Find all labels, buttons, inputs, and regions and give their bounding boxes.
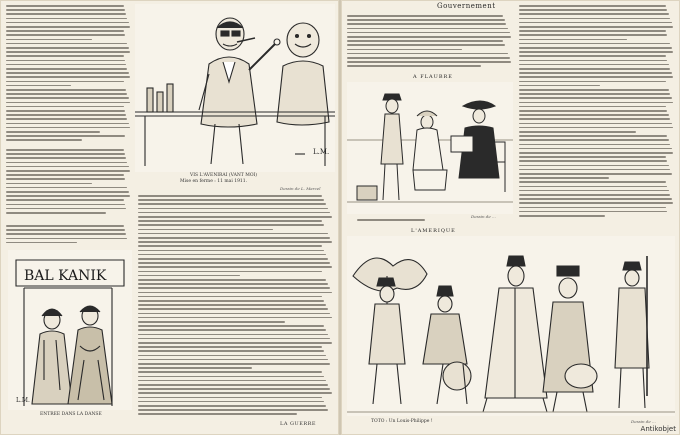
- text-line: [519, 18, 670, 20]
- text-line: [519, 97, 672, 99]
- text-line: [519, 160, 667, 162]
- text-line: [6, 242, 77, 244]
- left-lower-text-column: [6, 224, 131, 246]
- text-line: [138, 229, 273, 231]
- text-line: [138, 350, 324, 352]
- text-line: [138, 275, 240, 277]
- text-line: [6, 199, 124, 201]
- text-line: [519, 186, 667, 188]
- text-line: [138, 212, 330, 214]
- text-line: [519, 190, 669, 192]
- text-line: [519, 131, 636, 133]
- text-line: [6, 225, 124, 227]
- text-line: [138, 304, 326, 306]
- right-top-left-text-column: [347, 14, 513, 72]
- text-line: [519, 47, 672, 49]
- text-line: [6, 212, 106, 214]
- svg-text:L.M.: L.M.: [313, 148, 330, 156]
- text-line: [138, 237, 330, 239]
- top-cartoon-credit: Dessin de L. Marcel: [280, 186, 321, 191]
- text-line: [6, 68, 127, 70]
- text-line: [519, 76, 673, 78]
- text-line: [6, 114, 126, 116]
- text-line: [6, 30, 124, 32]
- sign-text: BAL KANIK: [24, 268, 107, 284]
- text-line: [519, 118, 670, 120]
- text-line: [138, 388, 330, 390]
- text-line: [519, 144, 670, 146]
- text-line: [138, 413, 297, 415]
- text-line: [347, 15, 503, 17]
- text-line: [519, 64, 669, 66]
- text-line: [138, 266, 332, 268]
- text-line: [347, 32, 510, 34]
- text-line: [138, 262, 330, 264]
- text-line: [138, 397, 322, 399]
- text-line: [138, 245, 322, 247]
- text-line: [138, 271, 322, 273]
- text-line: [519, 85, 600, 87]
- article-signature: LA GUERRE: [280, 421, 317, 427]
- text-line: [138, 283, 328, 285]
- bottom-cartoon-heading: L'AMERIQUE: [411, 228, 456, 234]
- left-right-text-column: [138, 194, 334, 419]
- left-middle-text-column: [6, 148, 131, 218]
- text-line: [138, 359, 328, 361]
- text-line: [519, 93, 670, 95]
- text-line: [519, 198, 672, 200]
- text-line: [6, 118, 127, 120]
- text-line: [138, 409, 328, 411]
- text-line: [6, 60, 125, 62]
- text-line: [6, 110, 125, 112]
- text-line: [519, 13, 669, 15]
- text-line: [6, 76, 130, 78]
- text-line: [138, 376, 324, 378]
- text-line: [6, 139, 82, 141]
- text-line: [347, 65, 481, 67]
- text-line: [519, 194, 670, 196]
- text-line: [6, 9, 125, 11]
- text-line: [6, 157, 126, 159]
- text-line: [6, 47, 129, 49]
- top-cartoon-subcaption: Mise en ferme : 11 mai 1911.: [180, 179, 248, 184]
- text-line: [6, 204, 125, 206]
- text-line: [138, 401, 324, 403]
- watermark: Antikobjet: [640, 425, 676, 433]
- text-line: [519, 39, 627, 41]
- text-line: [138, 233, 328, 235]
- text-line: [519, 51, 673, 53]
- top-cartoon-credit-right: Dessin de ...: [471, 214, 496, 219]
- text-line: [138, 371, 322, 373]
- text-line: [519, 215, 605, 217]
- text-line: [519, 139, 669, 141]
- text-line: [6, 43, 127, 45]
- text-line: [6, 166, 129, 168]
- cartoon-bal-kanik: [8, 250, 132, 410]
- text-line: [519, 34, 667, 36]
- text-line: [138, 392, 332, 394]
- text-line: [6, 153, 125, 155]
- text-line: [519, 22, 672, 24]
- text-line: [519, 177, 609, 179]
- text-line: [519, 89, 669, 91]
- page-heading: Gouvernement: [437, 2, 496, 10]
- text-line: [357, 219, 425, 221]
- cartoon-soldiers: [347, 236, 675, 416]
- text-line: [138, 208, 328, 210]
- text-line: [347, 44, 505, 46]
- text-line: [6, 13, 126, 15]
- text-line: [519, 181, 666, 183]
- text-line: [138, 224, 324, 226]
- text-line: [519, 5, 666, 7]
- text-line: [519, 110, 667, 112]
- text-line: [519, 207, 666, 209]
- text-line: [138, 258, 328, 260]
- text-line: [138, 296, 322, 298]
- text-line: [138, 384, 328, 386]
- text-line: [519, 43, 670, 45]
- text-line: [138, 250, 324, 252]
- text-line: [6, 183, 92, 185]
- text-line: [519, 106, 666, 108]
- text-line: [347, 57, 510, 59]
- text-line: [6, 131, 100, 133]
- text-line: [6, 93, 127, 95]
- text-line: [519, 127, 673, 129]
- text-line: [6, 89, 126, 91]
- cartoon-man-with-glass-drawing: [135, 4, 335, 172]
- text-line: [138, 203, 326, 205]
- text-line: [519, 211, 667, 213]
- text-line: [6, 149, 124, 151]
- bottom-cartoon-credit-right: Dessin de ...: [631, 419, 656, 424]
- text-line: [138, 363, 330, 365]
- text-line: [138, 195, 322, 197]
- text-line: [6, 233, 126, 235]
- text-line: [6, 187, 127, 189]
- text-line: [138, 355, 326, 357]
- text-line: [138, 405, 326, 407]
- text-line: [519, 68, 670, 70]
- text-line: [347, 19, 505, 21]
- text-line: [6, 178, 125, 180]
- text-line: [138, 287, 330, 289]
- text-line: [138, 254, 326, 256]
- text-line: [6, 102, 130, 104]
- text-line: [519, 156, 666, 158]
- text-line: [138, 308, 328, 310]
- text-line: [519, 26, 673, 28]
- cartoon-man-with-glass: [135, 4, 335, 172]
- text-line: [519, 148, 672, 150]
- text-line: [347, 49, 462, 51]
- text-line: [138, 199, 324, 201]
- text-line: [138, 380, 326, 382]
- text-line: [519, 135, 667, 137]
- text-line: [519, 102, 673, 104]
- text-line: [6, 208, 126, 210]
- text-line: [6, 26, 130, 28]
- text-line: [138, 321, 285, 323]
- text-line: [347, 61, 511, 63]
- text-line: [519, 169, 670, 171]
- text-line: [519, 202, 673, 204]
- text-line: [6, 127, 130, 129]
- text-line: [6, 174, 124, 176]
- text-line: [519, 72, 672, 74]
- text-line: [6, 238, 127, 240]
- top-cartoon-caption-lines: [357, 218, 507, 224]
- text-line: [138, 346, 322, 348]
- cartoon-bal-kanik-drawing: [8, 250, 132, 410]
- text-line: [6, 55, 124, 57]
- text-line: [6, 170, 130, 172]
- right-page: [341, 0, 680, 435]
- text-line: [6, 195, 130, 197]
- text-line: [138, 292, 332, 294]
- text-line: [347, 53, 508, 55]
- text-line: [138, 300, 324, 302]
- text-line: [347, 40, 503, 42]
- text-line: [519, 9, 667, 11]
- text-line: [138, 216, 332, 218]
- top-cartoon-heading: A FLAUBRE: [413, 74, 453, 80]
- text-line: [6, 72, 129, 74]
- text-line: [138, 367, 252, 369]
- text-line: [519, 152, 673, 154]
- text-line: [138, 342, 332, 344]
- text-line: [6, 18, 127, 20]
- text-line: [138, 241, 332, 243]
- text-line: [519, 60, 667, 62]
- text-line: [347, 28, 508, 30]
- right-right-text-column: [519, 4, 675, 222]
- text-line: [6, 81, 124, 83]
- text-line: [6, 34, 125, 36]
- cartoon-soldiers-drawing: [347, 236, 675, 416]
- text-line: [519, 30, 666, 32]
- text-line: [6, 51, 130, 53]
- left-page: [0, 0, 339, 435]
- text-line: [6, 64, 126, 66]
- cartoon-beach-scene-drawing: [347, 82, 513, 214]
- text-line: [347, 36, 511, 38]
- text-line: [519, 165, 669, 167]
- svg-text:L.M.: L.M.: [16, 397, 30, 404]
- text-line: [519, 123, 672, 125]
- text-line: [138, 329, 326, 331]
- bottom-cartoon-caption-right: TOTO : Un Louis-Philippe !: [371, 419, 433, 424]
- text-line: [519, 173, 672, 175]
- text-line: [519, 81, 666, 83]
- text-line: [138, 338, 330, 340]
- text-line: [138, 317, 332, 319]
- text-line: [519, 114, 669, 116]
- text-line: [6, 97, 129, 99]
- text-line: [138, 325, 324, 327]
- text-line: [6, 123, 129, 125]
- text-line: [138, 334, 328, 336]
- text-line: [138, 220, 322, 222]
- text-line: [347, 23, 506, 25]
- left-top-text-column: [6, 4, 131, 144]
- text-line: [6, 135, 125, 137]
- text-line: [138, 279, 326, 281]
- text-line: [6, 22, 129, 24]
- bottom-cartoon-caption: ENTREE DANS LA DANSE: [40, 412, 102, 417]
- text-line: [6, 39, 92, 41]
- text-line: [6, 85, 71, 87]
- top-cartoon-caption: VIS L'AVENIRAI (VANT MOI): [190, 173, 258, 178]
- text-line: [6, 106, 124, 108]
- text-line: [519, 55, 666, 57]
- cartoon-beach-scene: [347, 82, 513, 214]
- text-line: [6, 5, 124, 7]
- text-line: [6, 229, 125, 231]
- text-line: [6, 191, 129, 193]
- text-line: [138, 313, 330, 315]
- text-line: [6, 162, 127, 164]
